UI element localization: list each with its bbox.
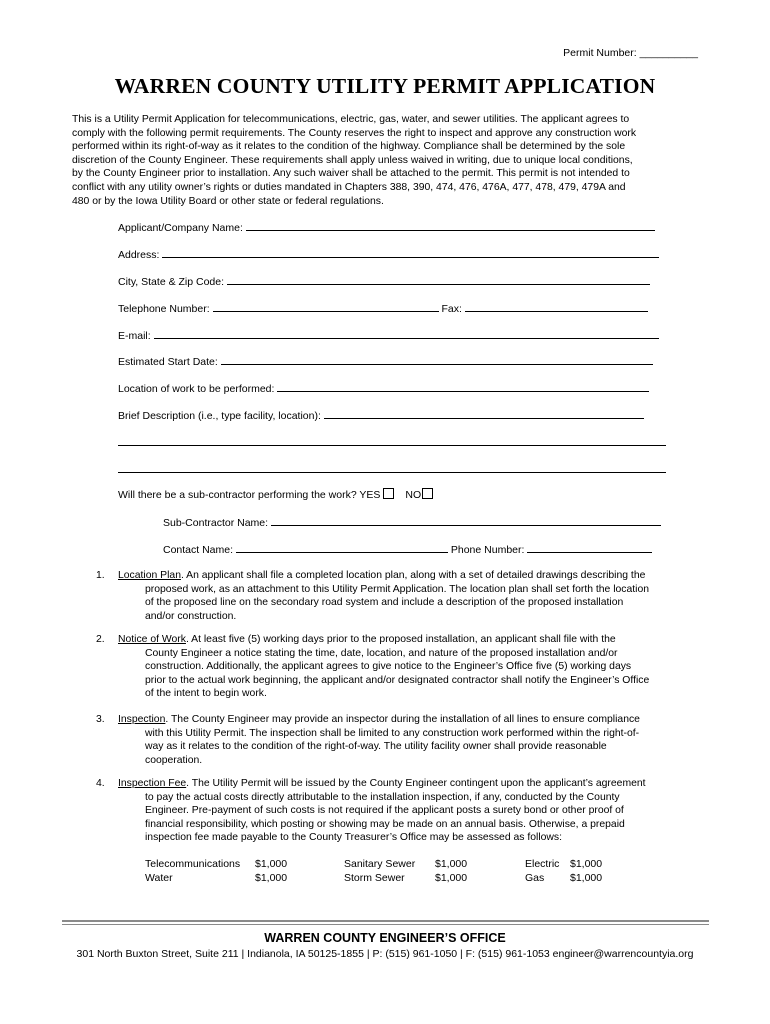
intro-paragraph bbox=[72, 113, 704, 208]
subcontractor-question: Will there be a sub-contractor performing the work? bbox=[118, 489, 357, 501]
telephone-input[interactable] bbox=[213, 301, 439, 312]
office-name: WARREN COUNTY ENGINEER’S OFFICE bbox=[264, 931, 506, 945]
contact-name-label: Contact Name: bbox=[163, 544, 234, 556]
fax-label: Fax: bbox=[441, 303, 462, 315]
fee-name: Storm Sewer bbox=[344, 872, 405, 884]
requirement-heading: Inspection Fee bbox=[118, 778, 187, 789]
fee-amount: $1,000 bbox=[435, 858, 468, 870]
office-address: 301 North Buxton Street, Suite 211 | Indianola, IA 50125-1855 | P: (515) 961-1050 | F: (515) 961-1053 engineer@warrencountyia.org bbox=[76, 948, 694, 960]
requirement-number: 4. bbox=[96, 778, 105, 789]
location-label: Location of work to be performed: bbox=[118, 383, 275, 395]
requirement-number: 3. bbox=[96, 714, 105, 725]
requirement-item bbox=[96, 777, 701, 847]
city-input[interactable] bbox=[227, 274, 650, 285]
subcontractor-name-label: Sub-Contractor Name: bbox=[163, 517, 269, 529]
description-input[interactable] bbox=[324, 408, 644, 419]
requirement-item bbox=[96, 569, 701, 625]
fee-name: Water bbox=[145, 872, 173, 884]
fee-amount: $1,000 bbox=[255, 872, 288, 884]
intro-line: discretion of the County Engineer. These requirements shall apply unless waived in writing, due to unique local conditions, bbox=[72, 154, 633, 166]
requirement-first-line: . The County Engineer may provide an inspector during the installation of all lines to ensure compliance bbox=[165, 714, 640, 725]
telephone-row bbox=[118, 301, 648, 315]
fax-input[interactable] bbox=[465, 301, 648, 312]
requirement-first-line: . The Utility Permit will be issued by the County Engineer contingent upon the applicant’s agreement bbox=[186, 778, 646, 789]
applicant-label: Applicant/Company Name: bbox=[118, 222, 243, 234]
requirement-body bbox=[118, 713, 699, 767]
fee-amount: $1,000 bbox=[570, 858, 603, 870]
intro-line: by the County Engineer prior to installation. Any such waiver shall be attached to the permit. This permit is not intended to bbox=[72, 168, 630, 180]
requirement-line: prior to the actual work beginning, the applicant and/or designated contractor shall notify the Engineer’s Office bbox=[145, 674, 650, 686]
intro-line: This is a Utility Permit Application for telecommunications, electric, gas, water, and sewer utilities. The applicant agrees to bbox=[72, 114, 630, 125]
applicant-row bbox=[118, 220, 655, 234]
footer-divider bbox=[62, 920, 709, 922]
description-row bbox=[118, 408, 644, 422]
no-checkbox[interactable] bbox=[422, 488, 433, 499]
city-row bbox=[118, 274, 650, 288]
requirement-heading: Notice of Work bbox=[118, 634, 186, 645]
fee-group-1 bbox=[145, 857, 287, 885]
no-label: NO bbox=[405, 489, 422, 501]
requirement-item bbox=[96, 713, 701, 769]
fee-name: Sanitary Sewer bbox=[344, 858, 416, 870]
fee-amount: $1,000 bbox=[435, 872, 468, 884]
requirement-body bbox=[118, 633, 699, 701]
yes-checkbox[interactable] bbox=[383, 488, 394, 499]
footer-divider-thin bbox=[62, 924, 709, 925]
requirement-line: financial responsibility, which posting or showing may be made on an annual basis. Otherwise, a prepaid bbox=[145, 818, 625, 830]
requirement-heading: Inspection bbox=[118, 714, 166, 725]
description-line-2[interactable] bbox=[118, 435, 666, 446]
requirement-line: to pay the actual costs directly attributable to the installation inspection, if any, conducted by the County bbox=[145, 791, 620, 803]
requirement-line: with this Utility Permit. The inspection shall be limited to any construction work performed within the right-of- bbox=[145, 727, 640, 739]
intro-line: conflict with any utility owner’s rights or duties mandated in Chapters 388, 390, 474, 476, 476A, 477, 478, 479, 479A and bbox=[72, 181, 626, 193]
subcontractor-name-row bbox=[163, 515, 661, 529]
requirement-line: cooperation. bbox=[145, 754, 203, 766]
requirement-line: and/or construction. bbox=[145, 610, 237, 622]
requirement-line: construction. Additionally, the applicant agrees to give notice to the Engineer’s Office five (5) working days bbox=[145, 661, 632, 673]
fee-name: Telecommunications bbox=[145, 858, 241, 870]
address-input[interactable] bbox=[162, 247, 659, 258]
subcontractor-question-row bbox=[118, 488, 433, 501]
intro-line: performed within its right-of-way as it relates to the condition of the highway. Compliance shall be determined by the sole bbox=[72, 141, 626, 153]
fee-name: Gas bbox=[525, 872, 545, 884]
requirement-number: 2. bbox=[96, 634, 105, 645]
start-date-input[interactable] bbox=[221, 354, 653, 365]
requirement-item bbox=[96, 633, 701, 703]
start-date-label: Estimated Start Date: bbox=[118, 356, 218, 368]
requirement-line: Engineer. Pre-payment of such costs is not required if the applicant posts a surety bond or other proof of bbox=[145, 805, 624, 817]
fee-name: Electric bbox=[525, 858, 560, 870]
requirement-line: County Engineer a notice stating the time, date, location, and nature of the proposed installation and/or bbox=[145, 647, 618, 659]
fee-group-2 bbox=[344, 857, 467, 885]
requirement-number: 1. bbox=[96, 570, 105, 581]
intro-line: 480 or by the Iowa Utility Board or other state or federal regulations. bbox=[72, 195, 384, 207]
city-label: City, State & Zip Code: bbox=[118, 276, 225, 288]
yes-label: YES bbox=[359, 489, 381, 501]
telephone-label: Telephone Number: bbox=[118, 303, 210, 315]
phone-number-input[interactable] bbox=[527, 542, 652, 553]
requirement-body bbox=[118, 777, 699, 845]
location-input[interactable] bbox=[277, 381, 649, 392]
subcontractor-name-input[interactable] bbox=[271, 515, 661, 526]
requirement-first-line: . At least five (5) working days prior to the proposed installation, an applicant shall file with the bbox=[185, 634, 616, 645]
page-title: WARREN COUNTY UTILITY PERMIT APPLICATION bbox=[114, 74, 656, 98]
intro-line: comply with the following permit requirements. The County reserves the right to inspect and approve any construction work bbox=[72, 127, 637, 139]
contact-name-input[interactable] bbox=[236, 542, 448, 553]
address-row bbox=[118, 247, 659, 261]
description-line-3[interactable] bbox=[118, 462, 666, 473]
requirement-heading: Location Plan bbox=[118, 570, 181, 581]
permit-number-field[interactable]: Permit Number: __________ bbox=[563, 47, 698, 59]
applicant-input[interactable] bbox=[246, 220, 655, 231]
requirement-line: of the proposed line on the secondary road system and include a description of the proposed installation bbox=[145, 597, 624, 609]
email-label: E-mail: bbox=[118, 330, 151, 342]
requirement-body bbox=[118, 569, 699, 623]
fee-amount: $1,000 bbox=[570, 872, 603, 884]
phone-number-label: Phone Number: bbox=[450, 544, 525, 556]
email-row bbox=[118, 328, 659, 342]
start-date-row bbox=[118, 354, 653, 368]
description-label: Brief Description (i.e., type facility, location): bbox=[118, 410, 321, 422]
fee-group-3 bbox=[525, 857, 602, 885]
email-input[interactable] bbox=[154, 328, 659, 339]
requirement-line: of the intent to begin work. bbox=[145, 688, 267, 700]
location-row bbox=[118, 381, 649, 395]
requirement-first-line: . An applicant shall file a completed location plan, along with a set of detailed drawings describing the bbox=[180, 570, 646, 581]
address-label: Address: bbox=[118, 249, 160, 261]
contact-row bbox=[163, 542, 652, 556]
requirement-line: way as it relates to the condition of the right-of-way. The utility facility owner shall provide reasonable bbox=[145, 741, 607, 753]
requirement-line: proposed work, as an attachment to this Utility Permit Application. The location plan shall set forth the location bbox=[145, 583, 650, 595]
requirement-line: inspection fee made payable to the County Treasurer’s Office may be assessed as follows: bbox=[145, 832, 563, 844]
fee-amount: $1,000 bbox=[255, 858, 288, 870]
